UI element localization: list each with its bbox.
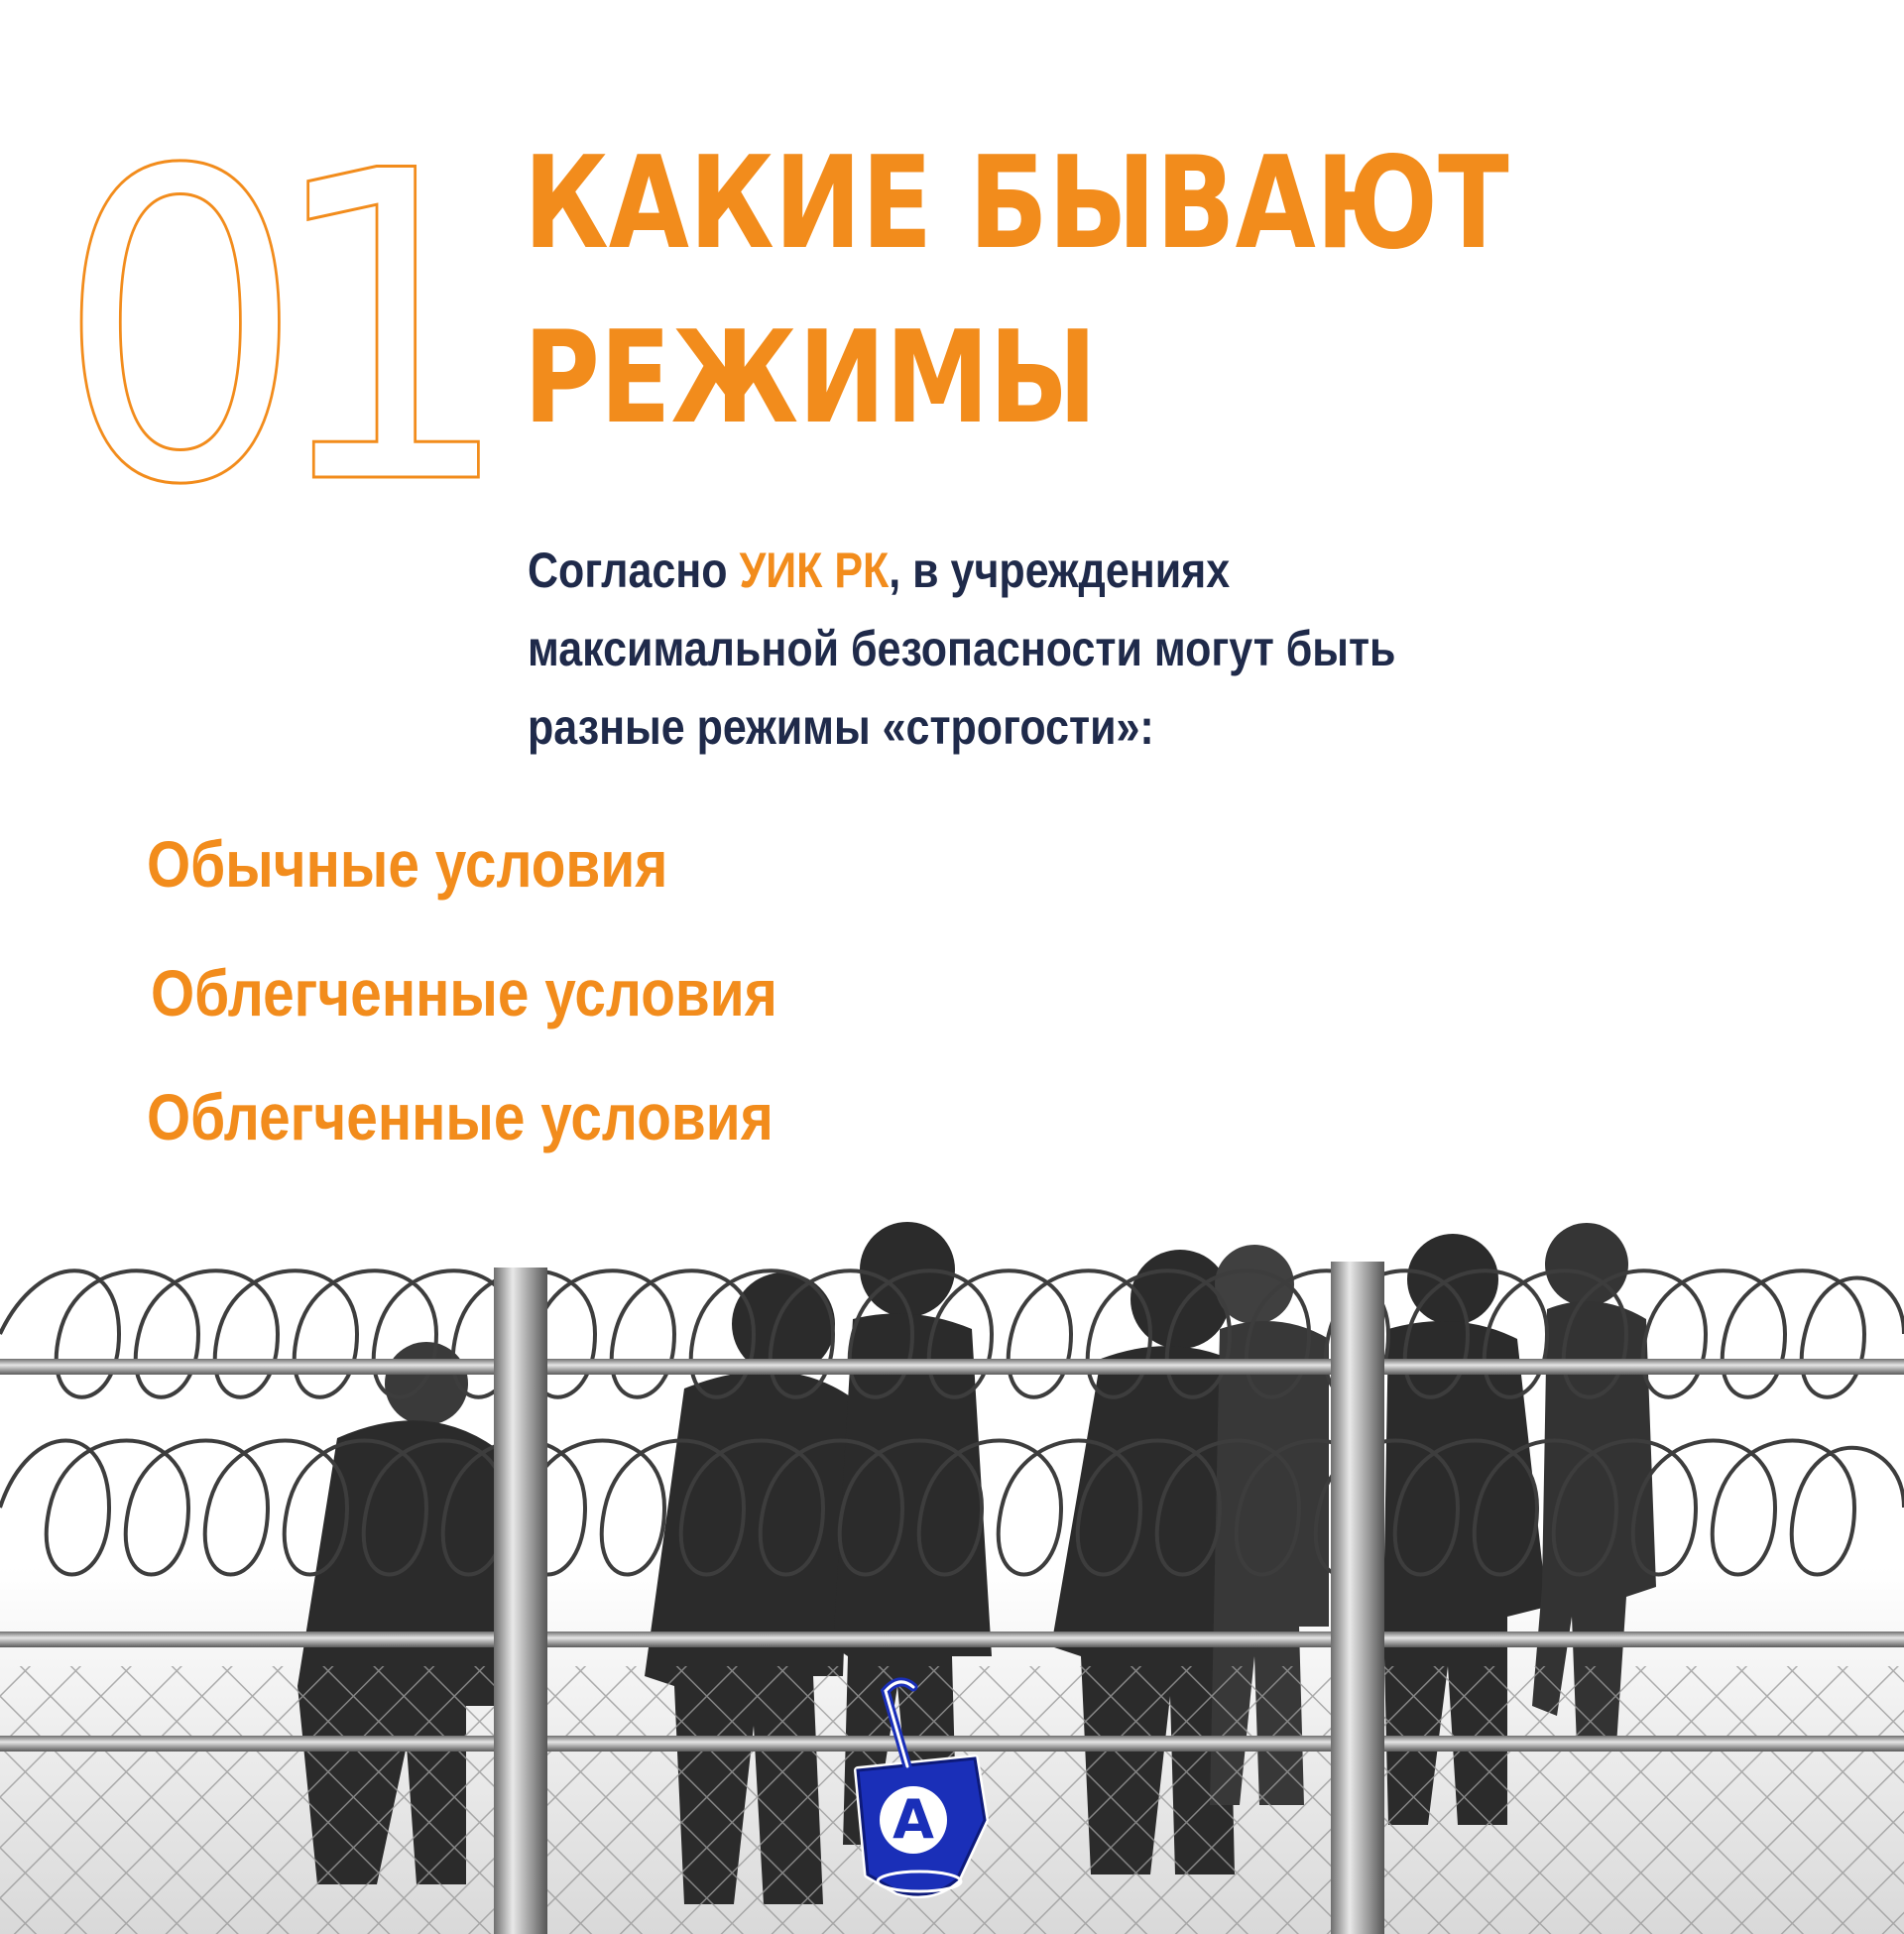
cup-logo-icon bbox=[848, 1671, 992, 1909]
logo-letter: A bbox=[892, 1788, 934, 1851]
title-line-2: РЕЖИМЫ bbox=[524, 304, 1098, 452]
intro-paragraph bbox=[528, 532, 1551, 767]
page-title bbox=[524, 117, 1509, 466]
intro-rest: , в учреждениях максимальной безопасности могут быть разные режимы «строгости»: bbox=[528, 543, 1396, 755]
intro-accent: УИК РК bbox=[739, 543, 890, 598]
title-line-1: КАКИЕ БЫВАЮТ bbox=[524, 130, 1509, 278]
section-number: 01 bbox=[56, 82, 475, 578]
mode-item-3: Облегченные условия bbox=[147, 1080, 774, 1153]
intro-prefix: Согласно bbox=[528, 543, 740, 598]
mode-item-1: Обычные условия bbox=[147, 827, 668, 901]
mode-item-2: Облегченные условия bbox=[151, 956, 777, 1029]
